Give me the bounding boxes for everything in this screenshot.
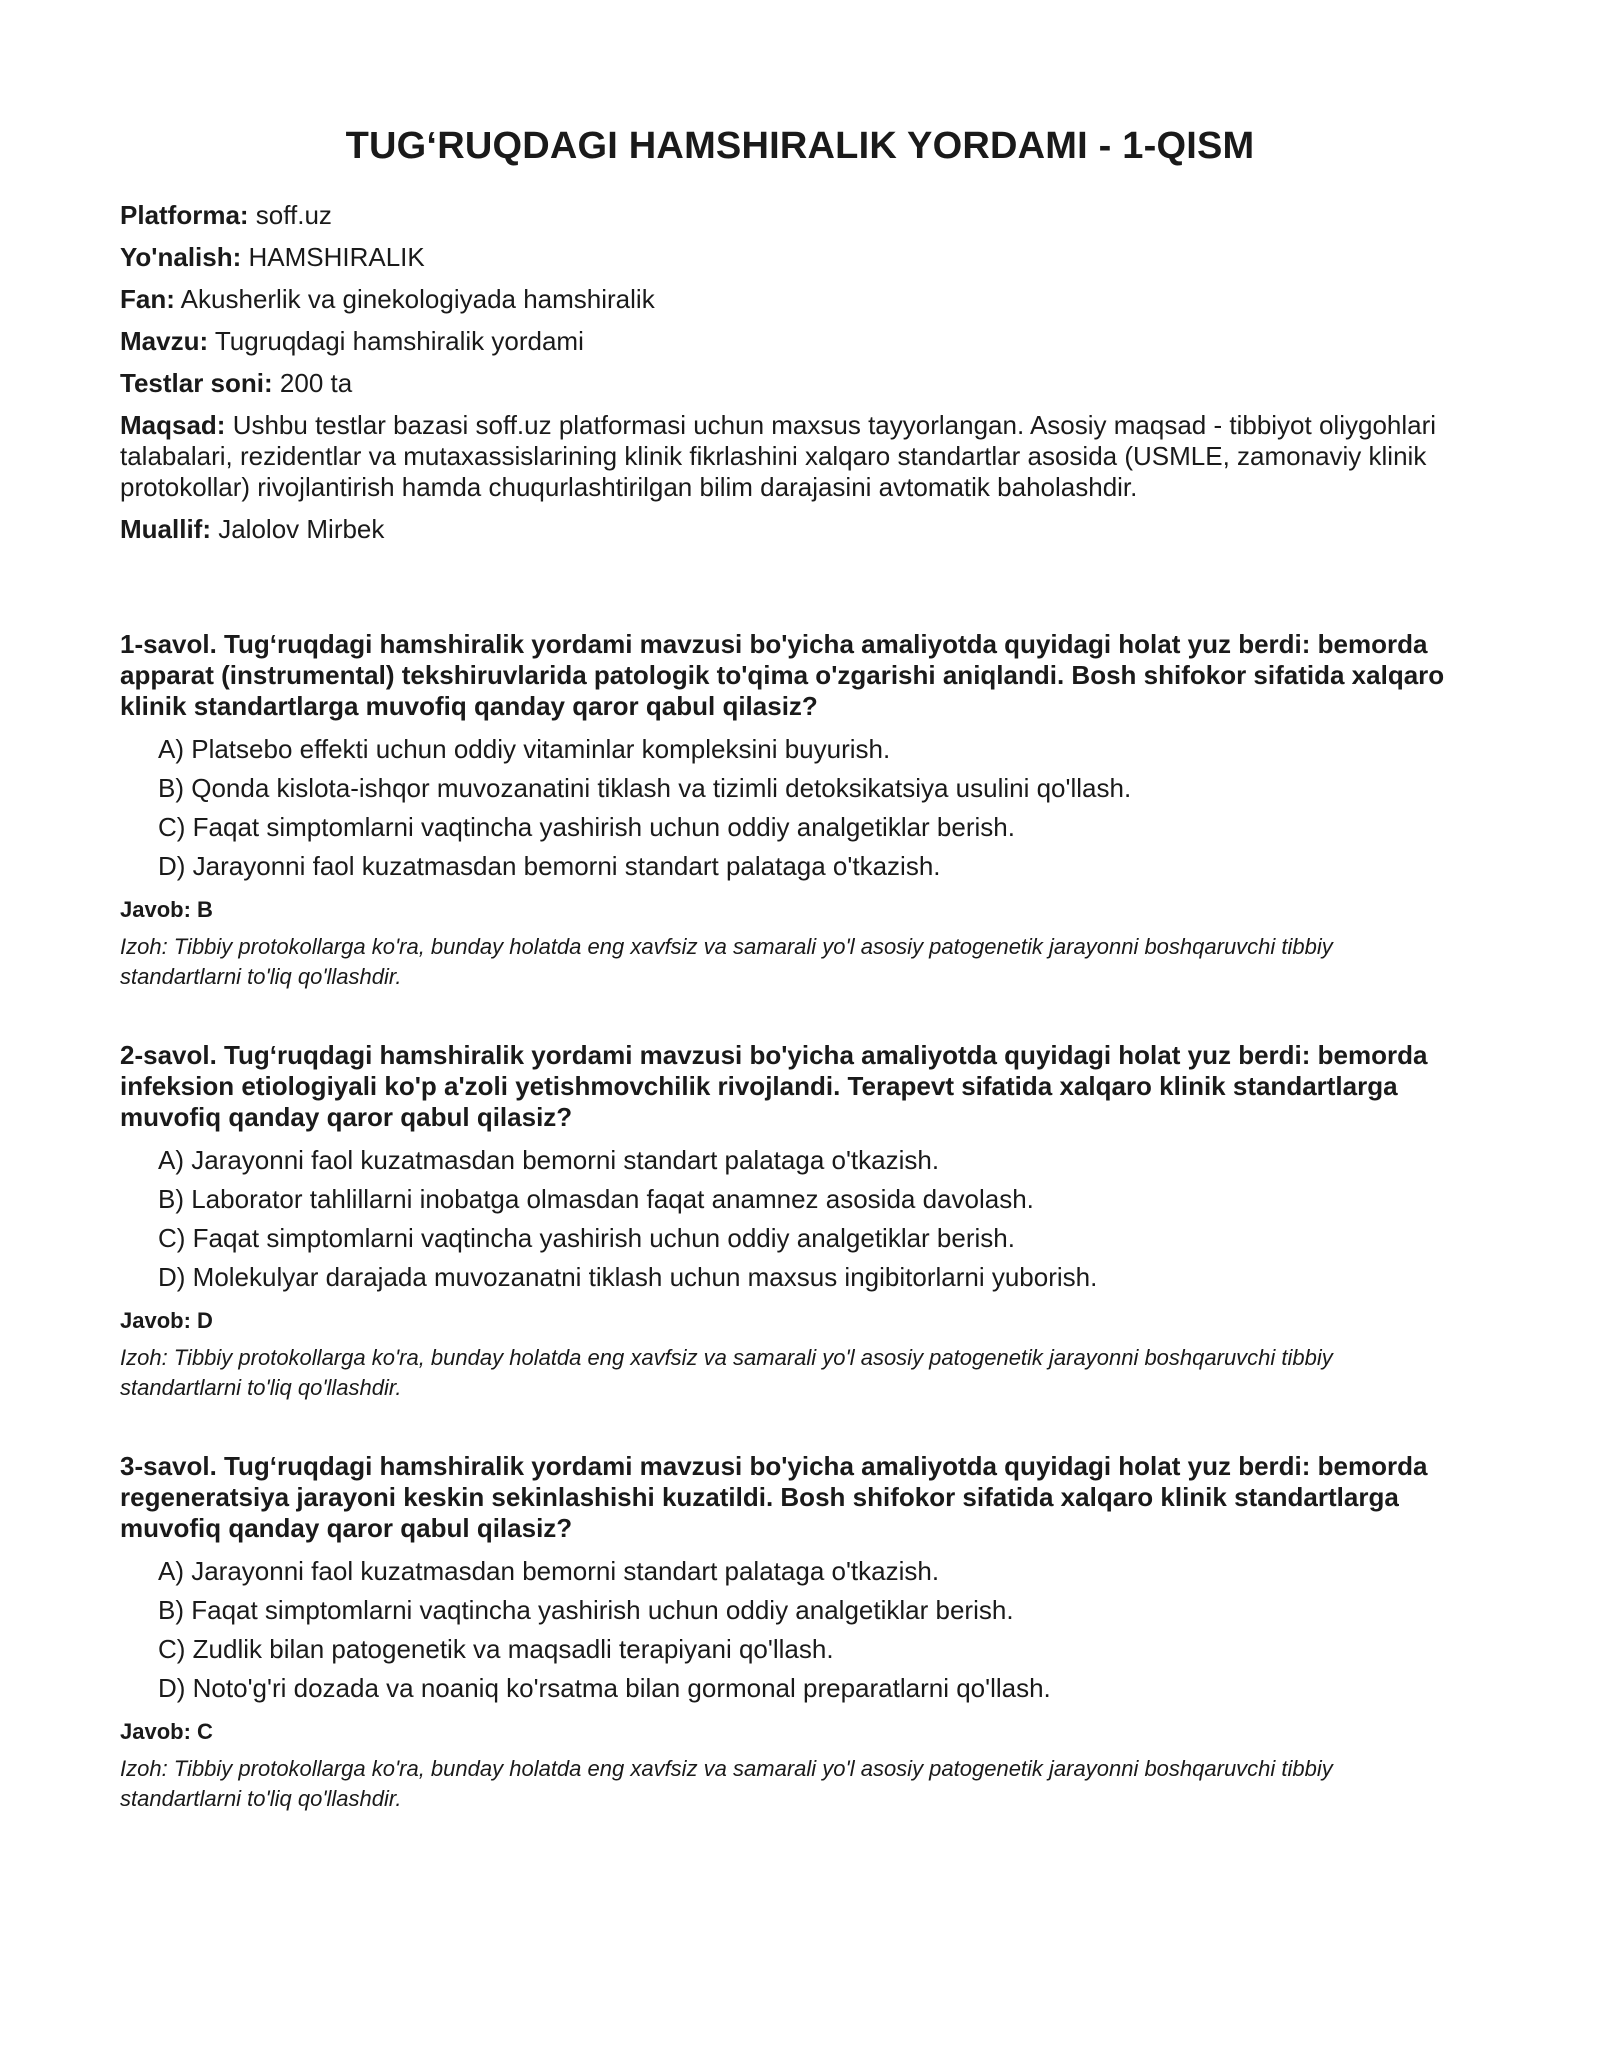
question-item xyxy=(120,629,1480,992)
question-text: 1-savol. Tug‘ruqdagi hamshiralik yordami mavzusi bo'yicha amaliyotda quyidagi holat yuz berdi: bemorda apparat (instrumental) tekshiruvlarida patologik to'qima o'zgarishi aniqlandi. Bosh shifokor sifatida xalqaro klinik standartlarga muvofiq qanday qaror qabul qilasiz? xyxy=(120,629,1445,721)
answer-option-b: B) Laborator tahlillarni inobatga olmasdan faqat anamnez asosida davolash. xyxy=(158,1184,1034,1214)
correct-answer: Javob: D xyxy=(120,1308,213,1333)
answer-option-a: A) Jarayonni faol kuzatmasdan bemorni standart palataga o'tkazish. xyxy=(158,1145,940,1175)
meta-value: soff.uz xyxy=(248,200,332,230)
meta-key: Maqsad: xyxy=(120,410,226,440)
answer-option-c: C) Zudlik bilan patogenetik va maqsadli terapiyani qo'llash. xyxy=(158,1634,834,1664)
meta-key: Fan: xyxy=(120,284,175,314)
meta-value: HAMSHIRALIK xyxy=(241,242,425,272)
answer-option-c: C) Faqat simptomlarni vaqtincha yashirish uchun oddiy analgetiklar berish. xyxy=(158,812,1015,842)
meta-topic xyxy=(120,326,1480,357)
explanation-note: Izoh: Tibbiy protokollarga ko'ra, bunday holatda eng xavfsiz va samarali yo'l asosiy patogenetik jarayonni boshqaruvchi tibbiy standartlarni to'liq qo'llashdir. xyxy=(120,934,1333,989)
meta-test-count xyxy=(120,368,1480,399)
meta-value: Jalolov Mirbek xyxy=(211,514,385,544)
meta-key: Testlar soni: xyxy=(120,368,273,398)
answer-option-d: D) Molekulyar darajada muvozanatni tiklash uchun maxsus ingibitorlarni yuborish. xyxy=(158,1262,1098,1292)
question-item xyxy=(120,1040,1480,1403)
question-item xyxy=(120,1451,1480,1814)
answer-option-d: D) Noto'g'ri dozada va noaniq ko'rsatma bilan gormonal preparatlarni qo'llash. xyxy=(158,1673,1051,1703)
question-text: 3-savol. Tug‘ruqdagi hamshiralik yordami mavzusi bo'yicha amaliyotda quyidagi holat yuz berdi: bemorda regeneratsiya jarayoni keskin sekinlashishi kuzatildi. Bosh shifokor sifatida xalqaro klinik standartlarga muvofiq qanday qaror qabul qilasiz? xyxy=(120,1451,1428,1543)
answer-option-a: A) Jarayonni faol kuzatmasdan bemorni standart palataga o'tkazish. xyxy=(158,1556,940,1586)
meta-key: Mavzu: xyxy=(120,326,209,356)
answer-options xyxy=(120,734,1480,882)
meta-key: Yo'nalish: xyxy=(120,242,242,272)
meta-value: Ushbu testlar bazasi soff.uz platformasi uchun maxsus tayyorlangan. Asosiy maqsad - tibbiyot oliygohlari talabalari, rezidentlar va mutaxassislarining klinik fikrlashini xalqaro standartlar asosida (USMLE, zamonaviy klinik protokollar) rivojlantirish hamda chuqurlashtirilgan bilim darajasini avtomatik baholashdir. xyxy=(120,410,1437,502)
meta-author xyxy=(120,514,1480,545)
metadata-block xyxy=(120,200,1480,545)
explanation-note: Izoh: Tibbiy protokollarga ko'ra, bunday holatda eng xavfsiz va samarali yo'l asosiy patogenetik jarayonni boshqaruvchi tibbiy standartlarni to'liq qo'llashdir. xyxy=(120,1756,1333,1811)
correct-answer: Javob: B xyxy=(120,897,213,922)
meta-key: Platforma: xyxy=(120,200,249,230)
explanation-note: Izoh: Tibbiy protokollarga ko'ra, bunday holatda eng xavfsiz va samarali yo'l asosiy patogenetik jarayonni boshqaruvchi tibbiy standartlarni to'liq qo'llashdir. xyxy=(120,1345,1333,1400)
meta-value: Akusherlik va ginekologiyada hamshiralik xyxy=(174,284,655,314)
questions-list xyxy=(120,629,1480,1814)
answer-option-b: B) Faqat simptomlarni vaqtincha yashirish uchun oddiy analgetiklar berish. xyxy=(158,1595,1014,1625)
answer-option-d: D) Jarayonni faol kuzatmasdan bemorni standart palataga o'tkazish. xyxy=(158,851,941,881)
correct-answer: Javob: C xyxy=(120,1719,213,1744)
meta-key: Muallif: xyxy=(120,514,211,544)
answer-option-b: B) Qonda kislota-ishqor muvozanatini tiklash va tizimli detoksikatsiya usulini qo'llash. xyxy=(158,773,1132,803)
answer-option-a: A) Platsebo effekti uchun oddiy vitaminlar kompleksini buyurish. xyxy=(158,734,891,764)
meta-subject xyxy=(120,284,1480,315)
meta-direction xyxy=(120,242,1480,273)
meta-purpose xyxy=(120,410,1480,503)
document-title: TUG‘RUQDAGI HAMSHIRALIK YORDAMI - 1-QISM xyxy=(345,125,1255,167)
answer-options xyxy=(120,1145,1480,1293)
meta-value: Tugruqdagi hamshiralik yordami xyxy=(208,326,584,356)
answer-options xyxy=(120,1556,1480,1704)
meta-value: 200 ta xyxy=(272,368,353,398)
meta-platform xyxy=(120,200,1480,231)
answer-option-c: C) Faqat simptomlarni vaqtincha yashirish uchun oddiy analgetiklar berish. xyxy=(158,1223,1015,1253)
question-text: 2-savol. Tug‘ruqdagi hamshiralik yordami mavzusi bo'yicha amaliyotda quyidagi holat yuz berdi: bemorda infeksion etiologiyali ko'p a'zoli yetishmovchilik rivojlandi. Terapevt sifatida xalqaro klinik standartlarga muvofiq qanday qaror qabul qilasiz? xyxy=(120,1040,1428,1132)
